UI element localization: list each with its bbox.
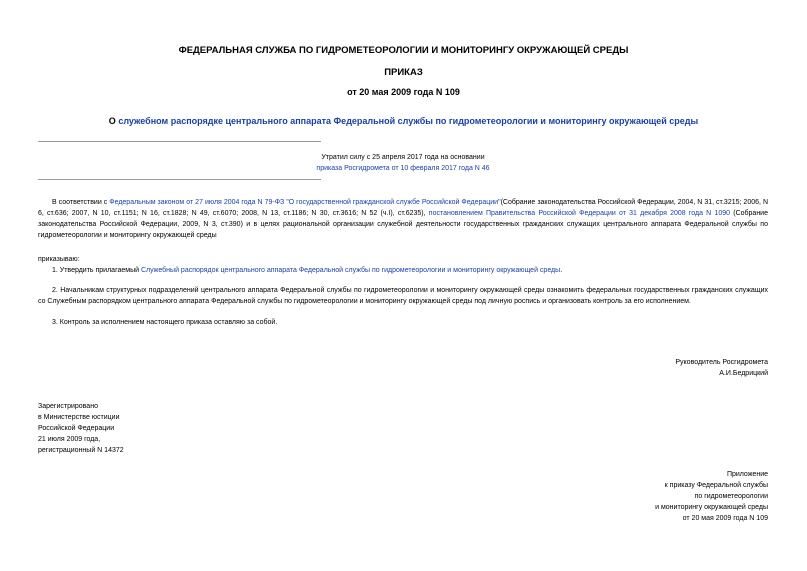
status-link[interactable]: приказа Росгидромета от 10 февраля 2017 года N 46 xyxy=(316,165,490,172)
status-note xyxy=(38,152,768,174)
appendix-line-3: по гидрометеорологии xyxy=(694,493,768,500)
registration-line-4: 21 июля 2009 года, xyxy=(38,436,101,443)
preamble-text-1: В соответствии с xyxy=(52,199,110,206)
appendix-line-1: Приложение xyxy=(726,471,768,478)
federal-law-link[interactable]: Федеральным законом от 27 июля 2004 года N 79-ФЗ "О государственной гражданской службе Российской Федерации" xyxy=(109,199,501,206)
item-1-prefix: 1. Утвердить прилагаемый xyxy=(52,267,141,274)
appendix-line-5: от 20 мая 2009 года N 109 xyxy=(682,515,768,522)
registration-line-5: регистрационный N 14372 xyxy=(38,447,124,454)
doc-type-heading: ПРИКАЗ xyxy=(384,67,423,78)
appendix-block xyxy=(430,469,768,524)
government-decree-link[interactable]: постановлением Правительства Российской Федерации от 31 декабря 2008 года N 1090 xyxy=(428,210,731,217)
order-word: приказываю: xyxy=(38,256,80,263)
signature-position: Руководитель Росгидромета xyxy=(675,359,768,366)
order-item-3: 3. Контроль за исполнением настоящего приказа оставляю за собой. xyxy=(52,319,278,326)
status-line: Утратил силу с 25 апреля 2017 года на основании xyxy=(321,154,485,161)
preamble-paragraph xyxy=(38,197,768,241)
signature-block xyxy=(430,357,768,379)
registration-block xyxy=(38,401,338,456)
registration-line-1: Зарегистрировано xyxy=(38,403,98,410)
doc-title xyxy=(0,116,807,126)
divider-bottom xyxy=(38,179,321,180)
doc-date-number: от 20 мая 2009 года N 109 xyxy=(347,87,460,97)
appendix-line-4: и мониторингу окружающей среды xyxy=(655,504,768,511)
appendix-line-2: к приказу Федеральной службы xyxy=(664,482,768,489)
order-item-1 xyxy=(38,265,768,276)
title-link[interactable]: служебном распорядке центрального аппарата Федеральной службы по гидрометеорологии и мониторингу окружающей среды xyxy=(118,116,699,126)
preamble-text-2: (Собрание законодательства Российской Федерации, 2004, N 31, ст.3215; 2006, N 6, ст.636; 2007, N 10, ст.1151; N 16, ст.1828; N 49, ст.6070; 2008, N 13, ст.1186; N 30, ст.3616; N 52 (ч.I), ст.6235), xyxy=(38,199,769,217)
registration-line-3: Российской Федерации xyxy=(38,425,115,432)
registration-line-2: в Министерстве юстиции xyxy=(38,414,120,421)
order-item-2: 2. Начальникам структурных подразделений центрального аппарата Федеральной службы по гидрометеорологии и мониторингу окружающей среды ознакомить федеральных государственных гражданских служащих со Служебным распорядком центрального аппарата Федеральной службы по гидрометеорологии и мониторингу окружающей среды под личную роспись и организовать контроль за его исполнением. xyxy=(38,287,768,305)
signature-name: А.И.Бедрицкий xyxy=(719,370,768,377)
agency-heading: ФЕДЕРАЛЬНАЯ СЛУЖБА ПО ГИДРОМЕТЕОРОЛОГИИ И МОНИТОРИНГУ ОКРУЖАЮЩЕЙ СРЕДЫ xyxy=(178,45,629,56)
item-1-suffix: . xyxy=(560,267,563,274)
title-prefix: О xyxy=(108,116,119,126)
preamble-text-3: (Собрание законодательства Российской Федерации, 2009, N 3, ст.390) и в целях рациональной организации служебной деятельности государственных гражданских служащих центрального аппарата Федеральной службы по гидрометеорологии и мониторингу окружающей среды xyxy=(38,210,768,239)
regulation-link[interactable]: Служебный распорядок центрального аппарата Федеральной службы по гидрометеорологии и мониторингу окружающей среды xyxy=(140,267,561,274)
divider-top xyxy=(38,141,321,142)
